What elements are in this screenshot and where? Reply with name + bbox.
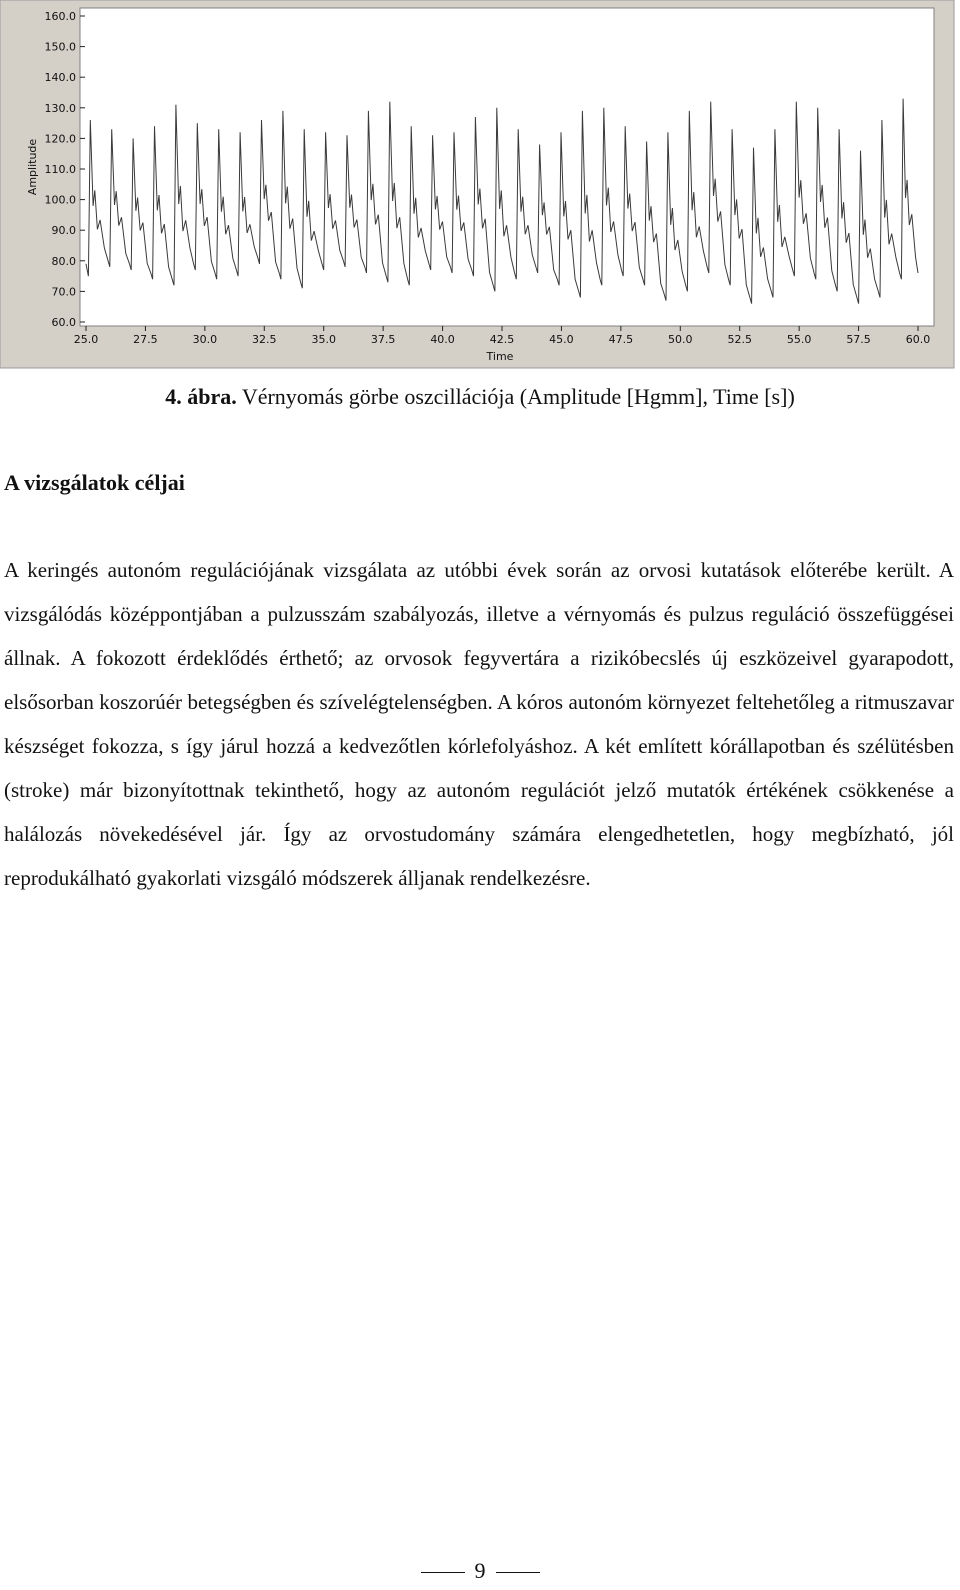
figure-caption bbox=[0, 384, 960, 410]
x-tick-label: 35.0 bbox=[311, 333, 336, 346]
x-tick-label: 52.5 bbox=[727, 333, 752, 346]
y-tick-label: 140.0 bbox=[44, 71, 76, 85]
section-heading: A vizsgálatok céljai bbox=[4, 470, 185, 495]
y-tick-label: 130.0 bbox=[44, 101, 76, 115]
chart-svg bbox=[0, 0, 960, 372]
x-tick-label: 27.5 bbox=[133, 333, 158, 346]
x-tick-label: 30.0 bbox=[192, 333, 218, 346]
x-tick-label: 42.5 bbox=[489, 333, 515, 346]
caption-label: 4. ábra. bbox=[165, 384, 237, 409]
x-tick-label: 45.0 bbox=[549, 333, 574, 346]
x-tick-label: 57.5 bbox=[846, 333, 871, 346]
footer-rule-left bbox=[421, 1572, 465, 1573]
blood-pressure-chart bbox=[0, 0, 960, 372]
page-number: 9 bbox=[474, 1558, 486, 1583]
y-tick-label: 80.0 bbox=[51, 254, 76, 268]
plot-area bbox=[80, 8, 934, 326]
body-paragraph: A keringés autonóm regulációjának vizsgálata az utóbbi évek során az orvosi kutatások előterébe került. A vizsgálódás középpontjában a pulzusszám szabályozás, illetve a vérnyomás és pulzus reguláció összefüggései állnak. A fokozott érdeklődés érthető; az orvosok fegyvertára a rizikóbecslés új eszközeivel gyarapodott, elsősorban koszorúér betegségben és szívelégtelenségben. A kóros autonóm környezet feltehetőleg a ritmuszavar készséget fokozza, s így járul hozzá a kedvezőtlen kórlefolyáshoz. A két említett kórállapotban és szélütésben (stroke) már bizonyítottnak tekinthető, hogy az autonóm regulációt jelző mutatók értékének csökkenése a halálozás növekedésével jár. Így az orvostudomány számára elengedhetetlen, hogy megbízható, jól reprodukálható gyakorlati vizsgáló módszerek álljanak rendelkezésre. bbox=[4, 558, 954, 890]
y-tick-label: 100.0 bbox=[44, 193, 76, 207]
page-footer bbox=[0, 1558, 960, 1584]
x-tick-label: 25.0 bbox=[73, 333, 99, 346]
x-axis-label: Time bbox=[486, 350, 514, 363]
y-tick-label: 60.0 bbox=[51, 316, 76, 329]
y-tick-label: 120.0 bbox=[44, 132, 76, 146]
x-tick-label: 50.0 bbox=[668, 333, 693, 346]
y-tick-label: 90.0 bbox=[51, 224, 76, 238]
x-tick-label: 47.5 bbox=[608, 333, 634, 346]
caption-text: Vérnyomás görbe oszcillációja (Amplitude [Hgmm], Time [s]) bbox=[236, 384, 795, 409]
footer-rule-right bbox=[496, 1572, 540, 1573]
y-tick-label: 160.0 bbox=[44, 10, 76, 23]
y-tick-label: 110.0 bbox=[44, 163, 76, 176]
x-tick-label: 60.0 bbox=[905, 333, 931, 346]
y-tick-label: 70.0 bbox=[51, 285, 76, 299]
x-tick-label: 40.0 bbox=[430, 333, 455, 346]
x-tick-label: 55.0 bbox=[786, 333, 812, 346]
y-axis-label: Amplitude bbox=[26, 138, 39, 196]
x-tick-label: 32.5 bbox=[252, 333, 277, 346]
x-tick-label: 37.5 bbox=[370, 333, 396, 346]
y-tick-label: 150.0 bbox=[44, 40, 76, 54]
